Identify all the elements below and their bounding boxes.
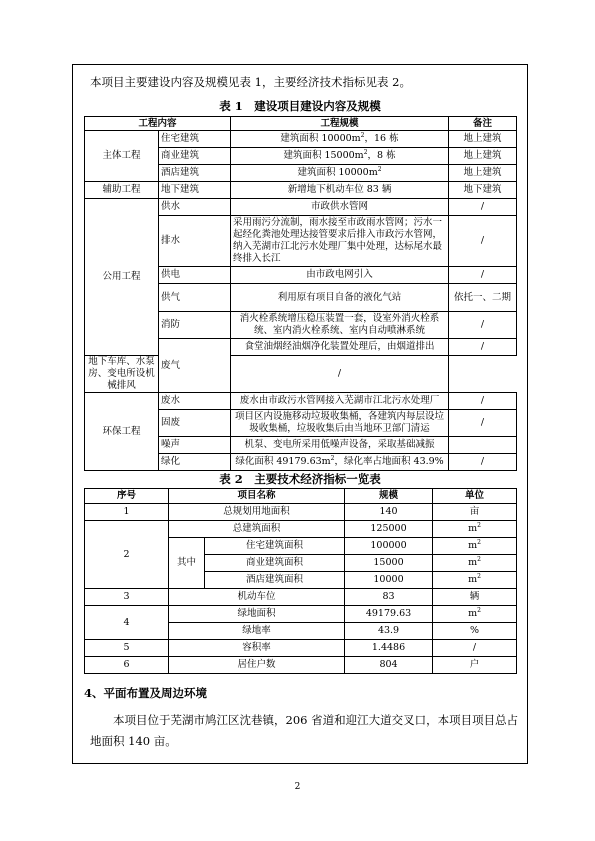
row-name: 机动车位 (169, 589, 345, 606)
row-unit: 辆 (433, 589, 517, 606)
row-value: 125000 (345, 521, 433, 538)
item-cell: 商业建筑 (159, 148, 231, 165)
item-cell: 供水 (159, 199, 231, 216)
scale-cell: 新增地下机动车位 83 辆 (231, 182, 449, 199)
scale-cell: 建筑面积 $10000m^2$，16 栋 (231, 131, 449, 148)
scale-cell: 建筑面积 $15000m^2$，8 栋 (231, 148, 449, 165)
row-name: 商业建筑面积 (205, 555, 345, 572)
scale-cell: 市政供水管网 (231, 199, 449, 216)
note-cell: / (449, 339, 517, 356)
note-cell: / (449, 393, 517, 410)
table1-caption: 表 1 建设项目建设内容及规模 (219, 99, 381, 113)
row-unit: / (433, 640, 517, 657)
item-cell: 地下建筑 (159, 182, 231, 199)
row-name: 绿地率 (169, 623, 345, 640)
note-cell: / (449, 199, 517, 216)
item-cell: 住宅建筑 (159, 131, 231, 148)
group-public: 公用工程 (85, 199, 159, 356)
header-content: 工程内容 (85, 117, 231, 131)
row-name: 容积率 (169, 640, 345, 657)
header-name: 项目名称 (169, 489, 345, 504)
scale-cell: 食堂油烟经油烟净化装置处理后，由烟道排出 (231, 339, 449, 356)
section-paragraph: 本项目位于芜湖市鸠江区沈巷镇，206 省道和迎江大道交叉口，本项目项目总占地面积 140 亩。 (90, 713, 519, 748)
row-name: 酒店建筑面积 (205, 572, 345, 589)
item-cell: 消防 (159, 312, 231, 339)
row-value: 15000 (345, 555, 433, 572)
row-no: 4 (85, 606, 169, 640)
row-unit: $m^2$ (433, 572, 517, 589)
section-heading: 4、平面布置及周边环境 (84, 686, 208, 700)
row-unit: $m^2$ (433, 606, 517, 623)
row-name: 绿地面积 (169, 606, 345, 623)
row-unit: 亩 (433, 504, 517, 521)
row-value: 100000 (345, 538, 433, 555)
row-value: 804 (345, 657, 433, 674)
row-unit: $m^2$ (433, 538, 517, 555)
row-value: 49179.63 (345, 606, 433, 623)
row-unit: % (433, 623, 517, 640)
row-no: 1 (85, 504, 169, 521)
scale-cell: 机泵、变电所采用低噪声设备，采取基础减振 (231, 437, 449, 454)
note-cell (449, 437, 517, 454)
item-cell: 供电 (159, 267, 231, 284)
item-cell: 供气 (159, 284, 231, 312)
item-cell: 废气 (159, 339, 231, 393)
construction-content-table (84, 116, 517, 471)
scale-cell: 利用原有项目自备的液化气站 (231, 284, 449, 312)
item-cell: 绿化 (159, 454, 231, 471)
row-name: 住宅建筑面积 (205, 538, 345, 555)
note-cell: / (449, 312, 517, 339)
note-cell: / (449, 267, 517, 284)
page-number: 2 (294, 782, 301, 792)
note-cell: 地下建筑 (449, 182, 517, 199)
row-no: 2 (85, 521, 169, 589)
economic-indicators-table (84, 488, 517, 674)
item-cell: 排水 (159, 216, 231, 267)
scale-cell: 采用雨污分流制，雨水接至市政雨水管网；污水一起经化粪池处理达接管要求后排入市政污水管网，纳入芜湖市江北污水处理厂集中处理，达标尾水最终排入长江 (231, 216, 449, 267)
row-value: 1.4486 (345, 640, 433, 657)
header-scale: 工程规模 (231, 117, 449, 131)
row-name: 居住户数 (169, 657, 345, 674)
note-cell: / (449, 216, 517, 267)
note-cell: / (231, 356, 449, 393)
table2-caption: 表 2 主要技术经济指标一览表 (219, 472, 381, 486)
scale-cell: 绿化面积 $49179.63m^2$，绿化率占地面积 43.9% (231, 454, 449, 471)
scale-cell: 消火栓系统增压稳压装置一套，设室外消火栓系统、室内消火栓系统、室内自动喷淋系统 (231, 312, 449, 339)
row-name: 总规划用地面积 (169, 504, 345, 521)
row-no: 5 (85, 640, 169, 657)
row-value: 83 (345, 589, 433, 606)
row-name: 总建筑面积 (169, 521, 345, 538)
item-cell: 废水 (159, 393, 231, 410)
note-cell: 地上建筑 (449, 131, 517, 148)
row-unit: 户 (433, 657, 517, 674)
scale-cell: 废水由市政污水管网接入芜湖市江北污水处理厂 (231, 393, 449, 410)
scale-cell: 建筑面积 $10000m^2$ (231, 165, 449, 182)
item-cell: 酒店建筑 (159, 165, 231, 182)
group-aux: 辅助工程 (85, 182, 159, 199)
row-value: 43.9 (345, 623, 433, 640)
note-cell: 地上建筑 (449, 165, 517, 182)
header-no: 序号 (85, 489, 169, 504)
row-no: 3 (85, 589, 169, 606)
intro-paragraph: 本项目主要建设内容及规模见表 1，主要经济技术指标见表 2。 (90, 75, 411, 89)
scale-cell: 由市政电网引入 (231, 267, 449, 284)
note-cell: 依托一、二期 (449, 284, 517, 312)
scale-cell: 项目区内设施移动垃圾收集桶，各建筑内每层设垃圾收集桶，垃圾收集后由当地环卫部门清运 (231, 410, 449, 437)
note-cell: 地上建筑 (449, 148, 517, 165)
header-note: 备注 (449, 117, 517, 131)
header-unit: 单位 (433, 489, 517, 504)
sub-label: 其中 (169, 538, 205, 589)
header-value: 规模 (345, 489, 433, 504)
item-cell: 噪声 (159, 437, 231, 454)
row-unit: $m^2$ (433, 521, 517, 538)
group-env: 环保工程 (85, 393, 159, 471)
row-value: 10000 (345, 572, 433, 589)
row-no: 6 (85, 657, 169, 674)
group-main: 主体工程 (85, 131, 159, 182)
row-unit: $m^2$ (433, 555, 517, 572)
note-cell: / (449, 410, 517, 437)
scale-cell: 地下车库、水泵房、变电所设机械排风 (85, 356, 159, 393)
note-cell: / (449, 454, 517, 471)
item-cell: 固废 (159, 410, 231, 437)
row-value: 140 (345, 504, 433, 521)
